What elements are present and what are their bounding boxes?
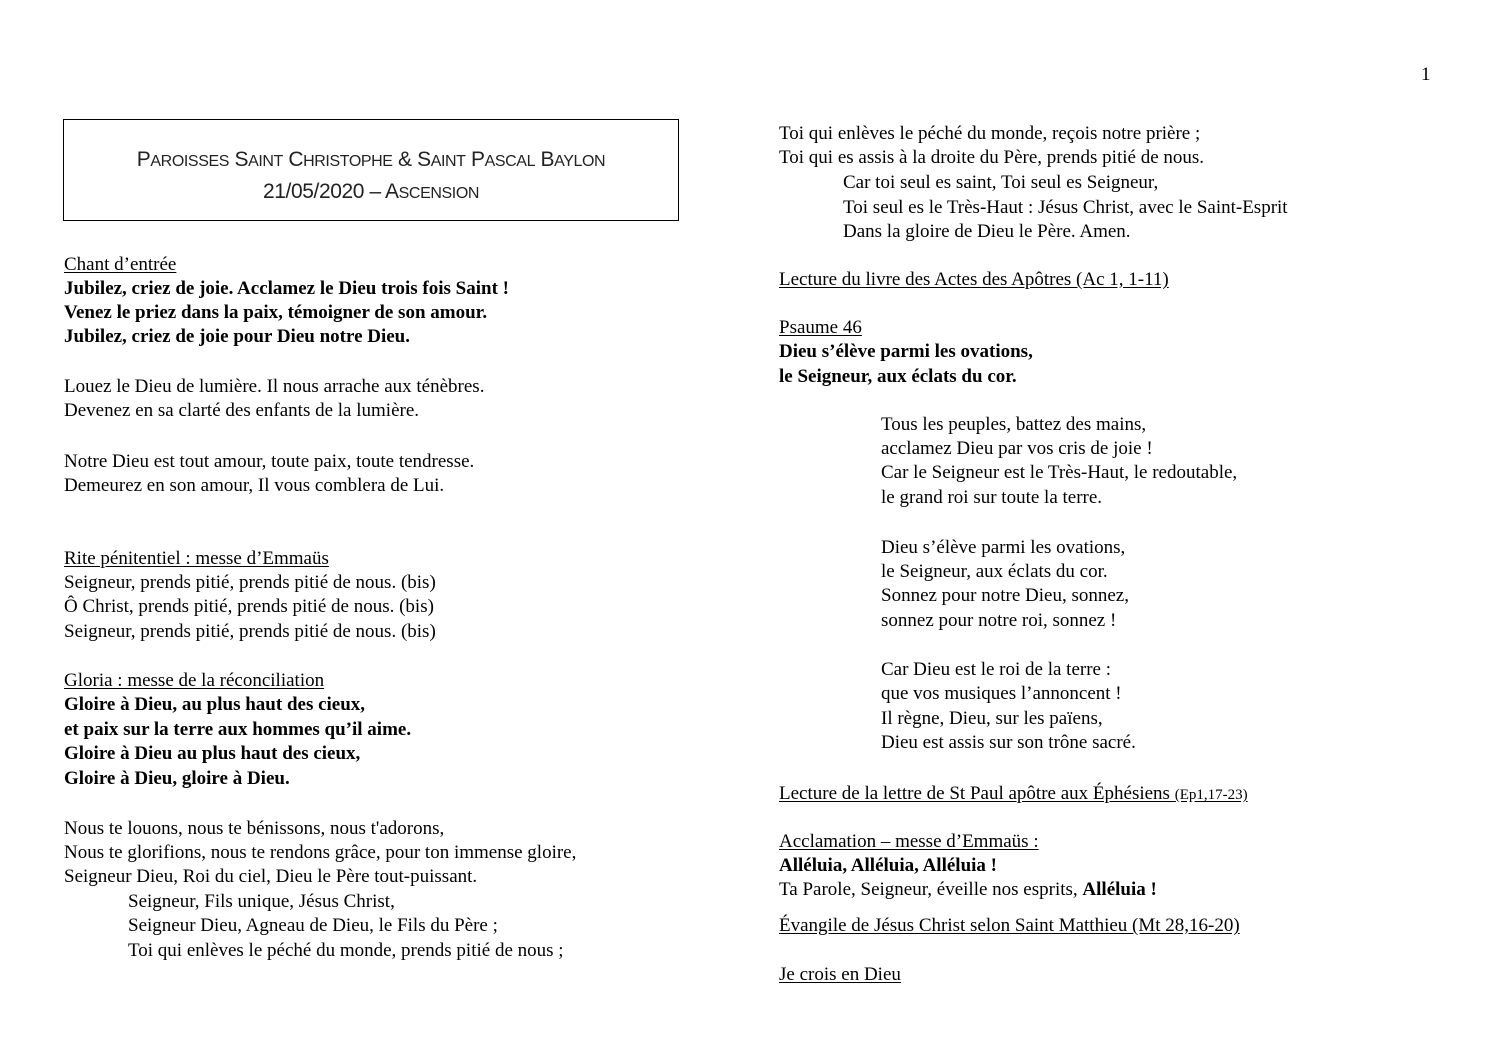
section-title-chant-entree: Chant d’entrée [64, 254, 177, 275]
indented-verse-line: Toi qui enlèves le péché du monde, prends pitié de nous ; [128, 940, 564, 961]
rite-line: Ô Christ, prends pitié, prends pitié de nous. (bis) [64, 596, 434, 617]
section-title-gloria: Gloria : messe de la réconciliation [64, 670, 325, 691]
refrain-line: le Seigneur, aux éclats du cor. [779, 366, 1017, 387]
rite-line: Seigneur, prends pitié, prends pitié de nous. (bis) [64, 621, 436, 642]
indented-verse-line: Seigneur Dieu, Agneau de Dieu, le Fils du Père ; [128, 915, 498, 936]
psalm-line: le Seigneur, aux éclats du cor. [881, 561, 1108, 582]
verse-line: Toi qui enlèves le péché du monde, reçois notre prière ; [779, 123, 1201, 144]
verse-line: Notre Dieu est tout amour, toute paix, toute tendresse. [64, 451, 475, 472]
indented-verse-line: Seigneur, Fils unique, Jésus Christ, [128, 891, 395, 912]
indented-verse-line: Dans la gloire de Dieu le Père. Amen. [843, 221, 1131, 242]
section-title-acclamation: Acclamation – messe d’Emmaüs : [779, 831, 1039, 852]
psalm-line: sonnez pour notre roi, sonnez ! [881, 610, 1117, 631]
verse-line: Demeurez en son amour, Il vous comblera de Lui. [64, 475, 445, 496]
refrain-line: Jubilez, criez de joie. Acclamez le Dieu trois fois Saint ! [64, 278, 509, 299]
psalm-line: Car le Seigneur est le Très-Haut, le redoutable, [881, 462, 1238, 483]
refrain-line: Venez le priez dans la paix, témoigner de son amour. [64, 302, 488, 323]
indented-verse-line: Car toi seul es saint, Toi seul es Seigneur, [843, 172, 1159, 193]
psalm-line: Dieu est assis sur son trône sacré. [881, 732, 1136, 753]
psalm-line: Il règne, Dieu, sur les païens, [881, 708, 1103, 729]
refrain-line: Gloire à Dieu au plus haut des cieux, [64, 743, 361, 764]
section-title-evangile: Évangile de Jésus Christ selon Saint Matthieu (Mt 28,16-20) [779, 915, 1240, 936]
psalm-line: le grand roi sur toute la terre. [881, 487, 1103, 508]
verse-line: Nous te louons, nous te bénissons, nous t'adorons, [64, 818, 445, 839]
acclamation-line: Ta Parole, Seigneur, éveille nos esprits, Alléluia ! [779, 879, 1157, 900]
section-title-credo: Je crois en Dieu [779, 964, 901, 985]
verse-line: Devenez en sa clarté des enfants de la lumière. [64, 400, 420, 421]
acclamation-line: Alléluia, Alléluia, Alléluia ! [779, 855, 997, 876]
refrain-line: Jubilez, criez de joie pour Dieu notre Dieu. [64, 326, 410, 347]
psalm-line: Tous les peuples, battez des mains, [881, 414, 1147, 435]
refrain-line: et paix sur la terre aux hommes qu’il aime. [64, 719, 412, 740]
refrain-line: Gloire à Dieu, gloire à Dieu. [64, 768, 290, 789]
verse-line: Louez le Dieu de lumière. Il nous arrache aux ténèbres. [64, 376, 485, 397]
parish-header-box [63, 119, 679, 221]
psalm-line: acclamez Dieu par vos cris de joie ! [881, 438, 1153, 459]
section-title-psaume: Psaume 46 [779, 317, 862, 338]
section-title-rite: Rite pénitentiel : messe d’Emmaüs [64, 548, 329, 569]
section-title-lecture-paul: Lecture de la lettre de St Paul apôtre aux Éphésiens (Ep1,17-23) [779, 783, 1248, 804]
psalm-line: Sonnez pour notre Dieu, sonnez, [881, 585, 1129, 606]
refrain-line: Dieu s’élève parmi les ovations, [779, 341, 1033, 362]
parish-name: PAROISSES SAINT CHRISTOPHE & SAINT PASCAL BAYLON [136, 148, 606, 171]
date-feast: 21/05/2020 – ASCENSION [262, 180, 480, 203]
verse-line: Toi qui es assis à la droite du Père, prends pitié de nous. [779, 147, 1205, 168]
page-number: 1 [1421, 64, 1431, 85]
psalm-line: Dieu s’élève parmi les ovations, [881, 537, 1126, 558]
rite-line: Seigneur, prends pitié, prends pitié de nous. (bis) [64, 572, 436, 593]
refrain-line: Gloire à Dieu, au plus haut des cieux, [64, 694, 366, 715]
indented-verse-line: Toi seul es le Très-Haut : Jésus Christ, avec le Saint-Esprit [843, 197, 1288, 218]
verse-line: Seigneur Dieu, Roi du ciel, Dieu le Père tout-puissant. [64, 866, 478, 887]
psalm-line: Car Dieu est le roi de la terre : [881, 659, 1112, 680]
section-title-lecture-actes: Lecture du livre des Actes des Apôtres (Ac 1, 1-11) [779, 269, 1169, 290]
verse-line: Nous te glorifions, nous te rendons grâce, pour ton immense gloire, [64, 842, 577, 863]
psalm-line: que vos musiques l’annoncent ! [881, 683, 1122, 704]
